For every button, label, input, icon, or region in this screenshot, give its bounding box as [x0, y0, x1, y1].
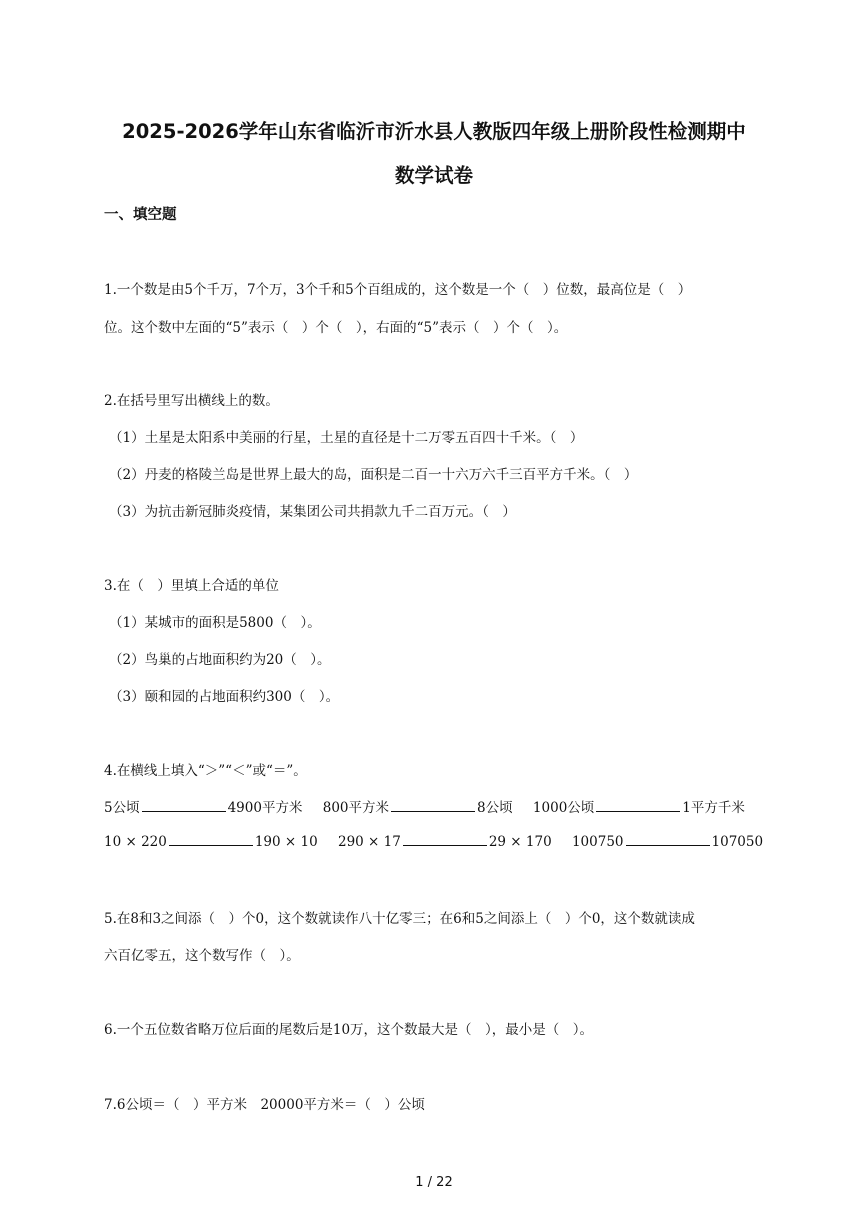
q4-row1-c-left: 1000公顷	[532, 800, 595, 816]
q4-row2-c-left: 100750	[571, 834, 624, 850]
q2-item-2: （2）丹麦的格陵兰岛是世界上最大的岛，面积是二百一十六万六千三百平方千米。（ ）	[109, 467, 638, 483]
q1-line2: 位。这个数中左面的“5”表示（ ）个（ ），右面的“5”表示（ ）个（ ）。	[104, 320, 568, 336]
section-heading: 一、填空题	[104, 207, 177, 223]
q4-stem: 4.在横线上填入“＞”“＜”或“＝”。	[104, 763, 307, 779]
q2-item-1: （1）土星是太阳系中美丽的行星，土星的直径是十二万零五百四十千米。（ ）	[109, 430, 584, 446]
answer-blank[interactable]	[169, 833, 253, 846]
answer-blank[interactable]	[596, 799, 680, 812]
q6-text: 6.一个五位数省略万位后面的尾数后是10万，这个数最大是（ ），最小是（ ）。	[104, 1022, 594, 1038]
q4-row2-c-right: 107050	[711, 834, 764, 850]
q4-row2-a-right: 190 × 10	[254, 834, 318, 850]
q4-row1	[104, 796, 745, 816]
q4-row1-c-right: 1平方千米	[682, 800, 745, 816]
answer-blank[interactable]	[391, 799, 475, 812]
q2-stem: 2.在括号里写出横线上的数。	[104, 393, 279, 409]
q1-line1: 1.一个数是由5个千万，7个万，3个千和5个百组成的，这个数是一个（ ）位数，最高位是（ ）	[104, 282, 692, 298]
q4-row2-b-left: 290 × 17	[337, 834, 401, 850]
q3-item-2: （2）鸟巢的占地面积约为20（ ）。	[109, 652, 331, 668]
page-number: 1 / 22	[415, 1175, 453, 1190]
q2-item-3: （3）为抗击新冠肺炎疫情，某集团公司共捐款九千二百万元。（ ）	[109, 504, 516, 520]
answer-blank[interactable]	[403, 833, 487, 846]
q5-line2: 六百亿零五，这个数写作（ ）。	[104, 948, 300, 964]
answer-blank[interactable]	[142, 799, 226, 812]
q4-row1-a-right: 4900平方米	[227, 800, 303, 816]
page-title-line2: 数学试卷	[394, 164, 473, 187]
q7-text: 7.6公顷＝（ ）平方米 20000平方米＝（ ）公顷	[104, 1097, 425, 1113]
q3-item-3: （3）颐和园的占地面积约300（ ）。	[109, 689, 340, 705]
q3-item-1: （1）某城市的面积是5800（ ）。	[109, 615, 321, 631]
answer-blank[interactable]	[626, 833, 710, 846]
q5-line1: 5.在8和3之间添（ ）个0，这个数就读作八十亿零三；在6和5之间添上（ ）个0，这个数就读成	[104, 911, 695, 927]
q4-row1-b-right: 8公顷	[477, 800, 513, 816]
q4-row1-a-left: 5公顷	[104, 800, 140, 816]
q4-row1-b-left: 800平方米	[322, 800, 390, 816]
q3-stem: 3.在（ ）里填上合适的单位	[104, 578, 279, 594]
page-title-line1: 2025-2026学年山东省临沂市沂水县人教版四年级上册阶段性检测期中	[122, 120, 746, 143]
q4-row2	[104, 833, 763, 850]
q4-row2-a-left: 10 × 220	[104, 834, 167, 850]
q4-row2-b-right: 29 × 170	[488, 834, 552, 850]
